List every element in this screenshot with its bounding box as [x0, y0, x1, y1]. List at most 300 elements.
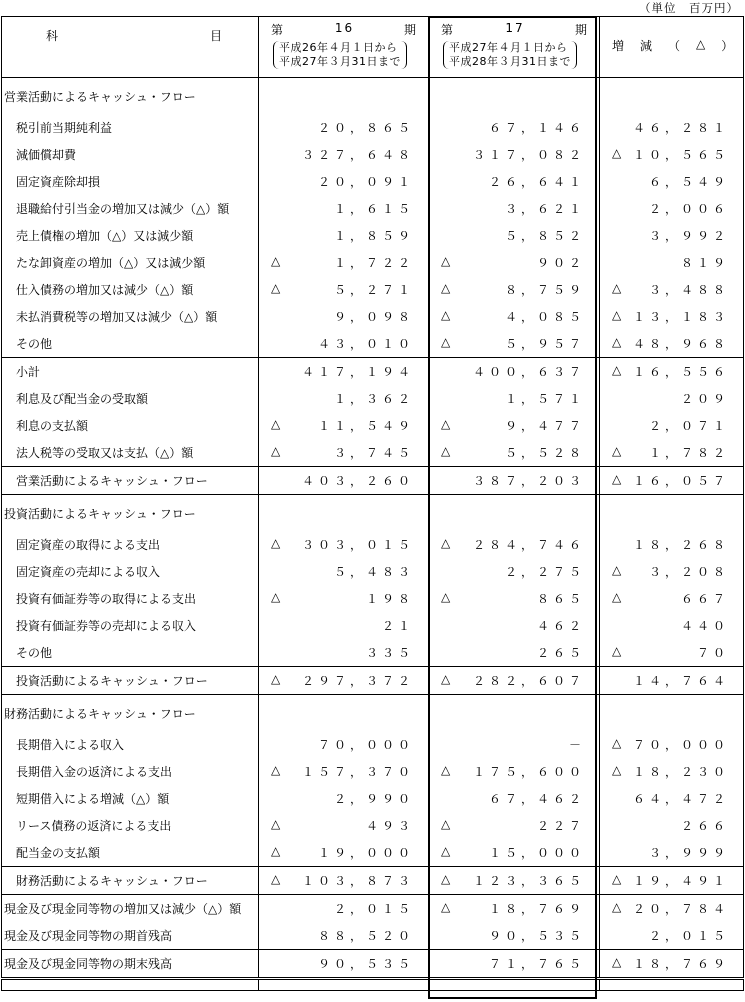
value-cell [429, 617, 599, 634]
table-row [2, 330, 744, 358]
row-label: 売上債権の増加（△）又は減少額 [2, 222, 259, 249]
negative-marker: △ [271, 672, 285, 686]
row-label: 仕入債務の増加又は減少（△）額 [2, 276, 259, 303]
row-label: 現金及び現金同等物の期首残高 [2, 922, 259, 950]
amount: ７０，０００ [632, 738, 729, 752]
negative-marker [441, 363, 455, 380]
section-header-row [2, 695, 744, 732]
row-label: 投資有価証券等の取得による支出 [2, 585, 259, 612]
amount: １，８５９ [333, 229, 414, 243]
amount: ６４，４７２ [632, 792, 729, 806]
negative-marker: △ [612, 335, 626, 349]
row-label: 固定資産の取得による支出 [2, 531, 259, 558]
value-cell [600, 644, 743, 661]
value-cell [429, 363, 599, 380]
table-row [2, 585, 744, 612]
table-row [2, 531, 744, 558]
amount: ８６５ [536, 592, 585, 606]
negative-marker [271, 363, 285, 380]
value-cell [259, 736, 428, 753]
value-cell [259, 900, 428, 917]
amount: ５，４８３ [333, 565, 414, 579]
value-cell [259, 617, 428, 634]
change-value [600, 141, 744, 168]
value-cell [429, 736, 599, 753]
negative-marker: △ [441, 335, 455, 349]
negative-marker [271, 308, 285, 325]
change-value [600, 785, 744, 812]
negative-marker [271, 736, 285, 753]
period16-value [259, 950, 429, 979]
amount: ２１ [381, 619, 414, 633]
negative-marker [441, 736, 455, 753]
amount: ４００，６３７ [472, 365, 585, 379]
amount: １６，０５７ [632, 474, 729, 488]
amount: １０３，８７３ [301, 874, 414, 888]
value-cell [600, 872, 743, 889]
amount: １，３６２ [333, 392, 414, 406]
period16-value [259, 467, 429, 495]
amount: ３２７，６４８ [301, 148, 414, 162]
table-row [2, 867, 744, 895]
value-cell [600, 955, 743, 972]
row-label: 現金及び現金同等物の増加又は減少（△）額 [2, 895, 259, 923]
amount: １８，２６８ [632, 538, 729, 552]
change-value [600, 839, 744, 867]
period17-value [429, 785, 600, 812]
amount: １８，７６９ [488, 902, 585, 916]
table-row [2, 731, 744, 758]
value-cell [600, 227, 743, 244]
row-label: その他 [2, 330, 259, 358]
amount: ３８７，２０３ [472, 474, 585, 488]
item-header-left: 科 [46, 29, 61, 43]
value-cell [600, 444, 743, 461]
amount: ４，０８５ [504, 310, 585, 324]
change-value [600, 667, 744, 695]
negative-marker [441, 644, 455, 661]
amount: ２６６ [680, 819, 729, 833]
amount: ２８２，６０７ [472, 674, 585, 688]
change-value [600, 358, 744, 386]
negative-marker: △ [271, 536, 285, 550]
negative-marker [441, 390, 455, 407]
table-row [2, 667, 744, 695]
section-header-row [2, 78, 744, 115]
value-cell [600, 672, 743, 689]
period16-value [259, 249, 429, 276]
change-value [600, 439, 744, 467]
row-label: リース債務の返済による支出 [2, 812, 259, 839]
negative-marker: △ [271, 417, 285, 431]
period17-value [429, 168, 600, 195]
amount: １，７８２ [648, 446, 729, 460]
value-cell [259, 417, 428, 434]
table-header-row [2, 17, 744, 78]
negative-marker: △ [441, 281, 455, 295]
change-value [600, 495, 744, 532]
table-row [2, 467, 744, 495]
period16-value [259, 114, 429, 141]
row-label: 長期借入金の返済による支出 [2, 758, 259, 785]
negative-marker [612, 417, 626, 434]
period17-value [429, 249, 600, 276]
value-cell [600, 617, 743, 634]
period16-value [259, 439, 429, 467]
negative-marker: △ [441, 844, 455, 858]
value-cell [600, 308, 743, 325]
amount: １０，５６５ [632, 148, 729, 162]
amount: １，５７１ [504, 392, 585, 406]
value-cell [600, 335, 743, 352]
period16-column-header [259, 17, 429, 78]
negative-marker [612, 617, 626, 634]
negative-marker [612, 390, 626, 407]
value-cell [259, 763, 428, 780]
negative-marker [271, 790, 285, 807]
negative-marker [271, 146, 285, 163]
value-cell [600, 900, 743, 917]
row-label: 利息の支払額 [2, 412, 259, 439]
negative-marker [612, 200, 626, 217]
value-cell [429, 590, 599, 607]
amount: ３，９９９ [648, 846, 729, 860]
negative-marker [612, 227, 626, 244]
amount: １８，７６９ [632, 957, 729, 971]
negative-marker [271, 335, 285, 352]
negative-marker [612, 254, 626, 271]
value-cell [429, 335, 599, 352]
negative-marker: △ [441, 444, 455, 458]
change-header-e: ） [721, 39, 736, 53]
change-value [600, 895, 744, 923]
value-cell [259, 335, 428, 352]
table-row [2, 639, 744, 667]
unit-label: （単位 百万円） [639, 1, 739, 15]
period16-value [259, 731, 429, 758]
period17-value [429, 412, 600, 439]
value-cell [429, 200, 599, 217]
amount: ２，０１５ [648, 929, 729, 943]
table-row [2, 758, 744, 785]
negative-marker: △ [612, 872, 626, 886]
amount: ９０，５３５ [317, 957, 414, 971]
table-row [2, 895, 744, 923]
period17-value [429, 303, 600, 330]
amount: ２，２７５ [504, 565, 585, 579]
value-cell [600, 417, 743, 434]
period16-value [259, 78, 429, 115]
amount: ４４０ [680, 619, 729, 633]
value-cell [429, 763, 599, 780]
value-cell [429, 644, 599, 661]
amount: １３，１８３ [632, 310, 729, 324]
amount: ８８，５２０ [317, 929, 414, 943]
value-cell [259, 200, 428, 217]
value-cell [600, 536, 743, 553]
row-label: 長期借入による収入 [2, 731, 259, 758]
amount: ２，９９０ [333, 792, 414, 806]
amount: ８１９ [680, 256, 729, 270]
value-cell [259, 146, 428, 163]
amount: ６，５４９ [648, 175, 729, 189]
amount: ５，８５２ [504, 229, 585, 243]
value-cell [259, 472, 428, 489]
change-value [600, 585, 744, 612]
table-row [2, 839, 744, 867]
negative-marker [612, 119, 626, 136]
table-row [2, 439, 744, 467]
value-cell [429, 563, 599, 580]
period16-value [259, 667, 429, 695]
amount: ９０，５３５ [488, 929, 585, 943]
amount: ３１７，０８２ [472, 148, 585, 162]
value-cell [429, 844, 599, 861]
value-cell [259, 536, 428, 553]
value-cell [259, 308, 428, 325]
period17-range-line2: 平成28年３月31日まで [449, 55, 571, 68]
value-cell [429, 472, 599, 489]
value-cell [259, 254, 428, 271]
amount: １９，４９１ [632, 874, 729, 888]
value-cell [600, 281, 743, 298]
period16-value [259, 495, 429, 532]
period16-value [259, 385, 429, 412]
period17-value [429, 612, 600, 639]
negative-marker: △ [271, 872, 285, 886]
amount: ２０９ [680, 392, 729, 406]
amount: ５，９５７ [504, 337, 585, 351]
spacer-cell [259, 979, 429, 991]
row-label: 投資有価証券等の売却による収入 [2, 612, 259, 639]
row-label: 配当金の支払額 [2, 839, 259, 867]
value-cell [600, 790, 743, 807]
period17-value [429, 667, 600, 695]
amount: ２６，６４１ [488, 175, 585, 189]
table-row [2, 114, 744, 141]
negative-marker: △ [441, 900, 455, 914]
row-label: その他 [2, 639, 259, 667]
value-cell [429, 900, 599, 917]
value-cell [429, 955, 599, 972]
negative-marker [612, 536, 626, 553]
negative-marker: △ [612, 590, 626, 604]
value-cell [600, 763, 743, 780]
period17-value [429, 839, 600, 867]
change-value [600, 467, 744, 495]
negative-marker: △ [271, 817, 285, 831]
amount: ９，４７７ [504, 419, 585, 433]
change-value [600, 758, 744, 785]
amount: １５，０００ [488, 846, 585, 860]
table-row [2, 412, 744, 439]
row-label: 退職給付引当金の増加又は減少（△）額 [2, 195, 259, 222]
period16-value [259, 558, 429, 585]
change-header-b: 減 [640, 39, 655, 53]
value-cell [259, 844, 428, 861]
negative-marker: △ [441, 417, 455, 431]
amount: ２，０７１ [648, 419, 729, 433]
change-value [600, 612, 744, 639]
period17-value [429, 531, 600, 558]
row-label: 減価償却費 [2, 141, 259, 168]
amount: ２６５ [536, 646, 585, 660]
change-column-header [600, 17, 744, 78]
amount: ２９７，３７２ [301, 674, 414, 688]
amount: ４１７，１９４ [301, 365, 414, 379]
negative-marker [271, 119, 285, 136]
period16-value [259, 276, 429, 303]
value-cell [429, 417, 599, 434]
value-cell [259, 672, 428, 689]
negative-marker [441, 146, 455, 163]
negative-marker [271, 900, 285, 917]
period17-range [443, 41, 577, 69]
row-label: 現金及び現金同等物の期末残高 [2, 950, 259, 979]
negative-marker: △ [271, 281, 285, 295]
amount: １７５，６００ [472, 765, 585, 779]
amount: ２０，０９１ [317, 175, 414, 189]
value-cell [259, 644, 428, 661]
row-label: 小計 [2, 358, 259, 386]
cash-flow-table [1, 16, 744, 991]
value-cell [429, 536, 599, 553]
period17-value [429, 558, 600, 585]
amount: ４６２ [536, 619, 585, 633]
period16-value [259, 531, 429, 558]
change-value [600, 385, 744, 412]
row-label: 短期借入による増減（△）額 [2, 785, 259, 812]
spacer-cell [429, 979, 600, 991]
period17-value [429, 895, 600, 923]
table-row [2, 785, 744, 812]
change-value [600, 330, 744, 358]
value-cell [600, 563, 743, 580]
value-cell [600, 927, 743, 944]
change-value [600, 639, 744, 667]
period17-value [429, 950, 600, 979]
period17-value [429, 867, 600, 895]
amount: １９，０００ [317, 846, 414, 860]
amount: １６，５５６ [632, 365, 729, 379]
period16-value [259, 358, 429, 386]
negative-marker: △ [271, 763, 285, 777]
row-label: 未払消費税等の増加又は減少（△）額 [2, 303, 259, 330]
amount: １８，２３０ [632, 765, 729, 779]
amount: １２３，３６５ [472, 874, 585, 888]
amount: ４６，２８１ [632, 121, 729, 135]
negative-marker: △ [271, 444, 285, 458]
value-cell [429, 281, 599, 298]
amount: １５７，３７０ [301, 765, 414, 779]
item-header-right: 目 [209, 29, 224, 43]
value-cell [259, 955, 428, 972]
period16-value [259, 812, 429, 839]
period16-value [259, 758, 429, 785]
negative-marker: △ [441, 590, 455, 604]
negative-marker [612, 844, 626, 861]
table-row [2, 812, 744, 839]
period16-value [259, 222, 429, 249]
change-value [600, 731, 744, 758]
negative-marker: △ [612, 281, 626, 295]
amount: ４８，９６８ [632, 337, 729, 351]
period16-value [259, 785, 429, 812]
amount: ２０，７８４ [632, 902, 729, 916]
period16-value [259, 303, 429, 330]
value-cell [429, 254, 599, 271]
table-row [2, 141, 744, 168]
period16-range-line2: 平成27年３月31日まで [279, 55, 401, 68]
negative-marker [612, 927, 626, 944]
negative-marker: △ [441, 872, 455, 886]
amount: ５，５２８ [504, 446, 585, 460]
amount: ２０，８６５ [317, 121, 414, 135]
negative-marker [441, 200, 455, 217]
period17-value [429, 439, 600, 467]
negative-marker [271, 200, 285, 217]
amount: ４０３，２６０ [301, 474, 414, 488]
period16-range-line1: 平成26年４月１日から [279, 41, 398, 54]
negative-marker [271, 927, 285, 944]
period17-value [429, 812, 600, 839]
table-row [2, 558, 744, 585]
period16-value [259, 195, 429, 222]
negative-marker [612, 817, 626, 834]
negative-marker [441, 790, 455, 807]
amount: ９，０９８ [333, 310, 414, 324]
period16-value [259, 695, 429, 732]
period17-value [429, 731, 600, 758]
section-header-row [2, 495, 744, 532]
period17-num: 17 [505, 21, 525, 35]
period17-value [429, 276, 600, 303]
value-cell [429, 927, 599, 944]
amount: ３３５ [365, 646, 414, 660]
period17-value [429, 195, 600, 222]
value-cell [600, 817, 743, 834]
period17-value [429, 222, 600, 249]
value-cell [600, 472, 743, 489]
period17-value [429, 922, 600, 950]
period17-value [429, 358, 600, 386]
row-label: 税引前当期純利益 [2, 114, 259, 141]
period16-value [259, 612, 429, 639]
amount: ３，４８８ [648, 283, 729, 297]
negative-marker [271, 617, 285, 634]
value-cell [600, 844, 743, 861]
amount: ４３，０１０ [317, 337, 414, 351]
value-cell [259, 119, 428, 136]
value-cell [259, 927, 428, 944]
value-cell [429, 672, 599, 689]
period16-value [259, 867, 429, 895]
period17-range-line1: 平成27年４月１日から [449, 41, 568, 54]
period17-value [429, 141, 600, 168]
period17-value [429, 585, 600, 612]
change-value [600, 950, 744, 979]
negative-marker [271, 173, 285, 190]
negative-marker: △ [271, 254, 285, 268]
negative-marker [271, 227, 285, 244]
change-value [600, 276, 744, 303]
negative-marker [271, 955, 285, 972]
change-value [600, 168, 744, 195]
negative-marker [441, 227, 455, 244]
negative-marker [612, 173, 626, 190]
amount: １，６１５ [333, 202, 414, 216]
table-row [2, 303, 744, 330]
